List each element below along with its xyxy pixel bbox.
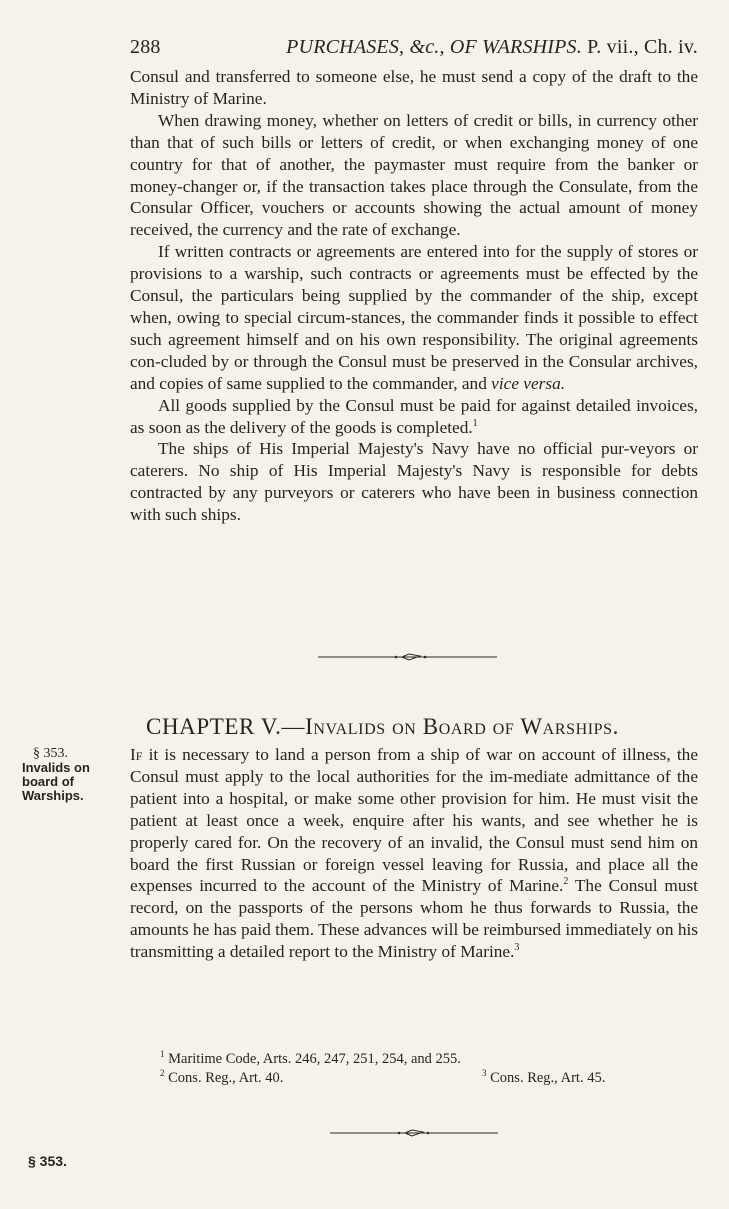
paragraph: If written contracts or agreements are entered into for the supply of stores or provisions to a warship, such contracts or agreements must be effected by the Consul, the particulars being supplied by the commander of the ship, except when, owing to special circum-stances, the commander finds it possible to effect such agreement himself and on his own responsibility. The original agreements con-cluded by or through the Consul must be preserved in the Consular archives, and copies of same supplied to the commander, and vice versa. <box>130 242 698 393</box>
footnote-ref: 2 <box>563 876 569 888</box>
paragraph: When drawing money, whether on letters of credit or bills, in currency other than that of such bills or letters of credit, or when exchanging money of one country for that of another, the paymaster must require from the banker or money-changer or, if the transaction takes place through the Consulate, from the Consular Officer, vouchers or accounts showing the actual amount of money received, the currency and the rate of exchange. <box>130 110 698 240</box>
vice-versa: vice versa. <box>491 373 566 393</box>
chapter-text <box>130 744 698 963</box>
running-title: PURCHASES, &c., OF WARSHIPS. P. vii., Ch. iv. <box>286 36 698 58</box>
paragraph: Consul and transferred to someone else, he must send a copy of the draft to the Ministry of Marine. <box>130 67 698 108</box>
chapter-reference: P. vii., Ch. iv. <box>587 36 698 58</box>
margin-section-number: § 353. <box>33 746 68 761</box>
margin-note <box>22 747 122 803</box>
footnotes <box>160 1050 680 1088</box>
section-label: § 353. <box>28 1153 67 1169</box>
ornament-divider <box>0 652 729 662</box>
chapter-title: Invalids on Board of Warships. <box>305 714 620 739</box>
footnote-ref: 1 <box>472 417 478 429</box>
footnote: $^3$ Cons. Reg., Art. 45. <box>482 1068 606 1086</box>
paragraph: All goods supplied by the Consul must be paid for against detailed invoices, as soon as the delivery of the goods is completed.$^1$ <box>130 395 698 437</box>
paragraph: If it is necessary to land a person from a ship of war on account of illness, the Consul must apply to the local authorities for the im-mediate admittance of the patient into a hospital, or make some other provision for him. He must visit the patient at least once a week, enquire after his wants, and see whether he is properly cared for. On the recovery of an invalid, the Consul must send him on board the first Russian or foreign vessel leaving for Russia, and place all the expenses incurred to the account of the Ministry of Marine.$^2$ The Consul must record, on the passports of the persons whom he thus forwards to Russia, the amounts he has paid them. These advances will be reimbursed immediately on his transmitting a detailed report to the Ministry of Marine.$^3$ <box>130 745 698 962</box>
ornament-divider <box>0 1128 729 1138</box>
paragraph: The ships of His Imperial Majesty's Navy have no official pur-veyors or caterers. No ship of His Imperial Majesty's Navy is responsible for debts contracted by any purveyors or caterers who have been in business connection with such ships. <box>130 439 698 525</box>
page-number: 288 <box>130 36 161 58</box>
body-text <box>130 66 698 526</box>
margin-title: Invalids on board of Warships. <box>22 760 90 803</box>
footnote: $^1$ Maritime Code, Arts. 246, 247, 251, 254, and 255. <box>160 1049 461 1067</box>
footnote-ref: 3 <box>514 942 520 954</box>
footnote: $^2$ Cons. Reg., Art. 40. <box>160 1068 284 1086</box>
chapter-heading: CHAPTER V.—Invalids on Board of Warships. <box>146 714 620 739</box>
